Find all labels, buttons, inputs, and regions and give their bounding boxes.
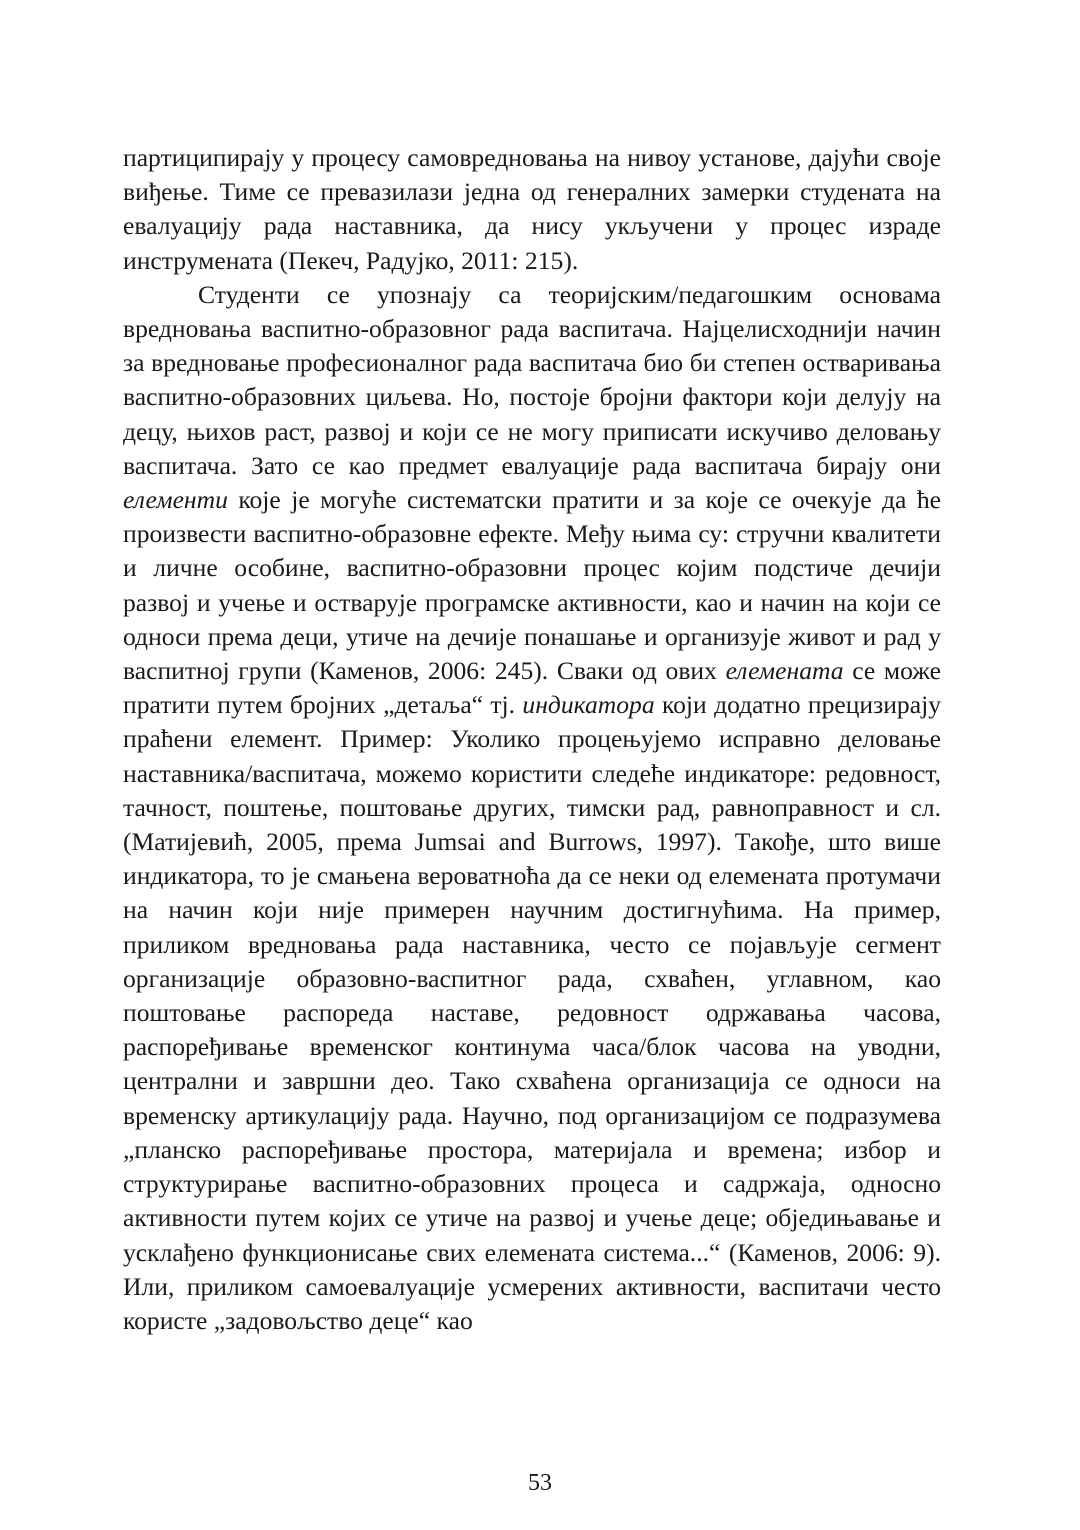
paragraph-2-italic-elementi: елементи [123, 485, 228, 515]
paragraph-2-run-1: Студенти се упознају са теоријским/педагошким основама вредновања васпитно-образовног рада васпитача. Најцелисходнији начин за вредновање професионалног рада васпитача био би степен остваривања васпитно-образовних циљева. Но, постоје бројни фактори који делују на децу, њихов раст, развој и који се не могу приписати искучиво деловању васпитача. Зато се као предмет евалуације рада васпитача бирају они [123, 279, 941, 480]
paragraph-2-run-3: које је могуће систематски пратити и за које се очекује да ће произвести васпитно-образовне ефекте. Међу њима су: стручни квалитети и личне особине, васпитно-образовни процес којим подстиче дечији развој и учење и остварује програмске активности, као и начин на који се односи према деци, утиче на дечије понашање и организује живот и рад у васпитној групи (Каменов, 2006: 245). Сваки од ових [123, 485, 941, 686]
page-body [123, 141, 941, 1338]
paragraph-2-run-7: који додатно прецизирају праћени елемент. Пример: Уколико процењујемо исправно деловање наставника/васпитача, можемо користити следеће индикаторе: редовност, тачност, поштење, поштовање других, тимски рад, равноправност и сл.(Матијевић, 2005, према Jumsai and Burrows, 1997). Такође, што више индикатора, то је смањена вероватноћа да се неки од елемената протумачи на начин који није примерен научним достигнућима. На пример, приликом вредновања рада наставника, често се појављује сегмент организације образовно-васпитног рада, схваћен, углавном, као поштовање распореда наставе, редовност одржавања часова, распоређивање временског континума часа/блок часова на уводни, централни и завршни део. Тако схваћена организација се односи на временску артикулацију рада. Научно, под организацијом се подразумева „планско распоређивање простора, материјала и времена; избор и структурирање васпитно-образовних процеса и садржаја, односно активности путем којих се утиче на развој и учење деце; обједињавање и усклађено функционисање свих елемената система...“ (Каменов, 2006: 9). Или, приликом самоевалуације усмерених активности, васпитачи често користе „задовољство деце“ као [123, 690, 941, 1335]
paragraph-1 [123, 141, 941, 278]
paragraph-2-italic-elemenata: елемената [725, 656, 844, 686]
paragraph-2-italic-indikatora: индикатора [522, 690, 655, 720]
paragraph-1-run-1: партиципирају у процесу самовредновања на нивоу установе, дајући своје виђење. Тиме се превазилази једна од генералних замерки студената на евалуацију рада наставника, да нису укључени у процес израде инструмената (Пекеч, Радујко, 2011: 215). [123, 143, 941, 275]
page-number: 53 [528, 1470, 552, 1496]
paragraph-2-run-5: се може пратити путем бројних „детаља“ тј. [123, 656, 941, 720]
paragraph-2 [123, 278, 941, 1338]
